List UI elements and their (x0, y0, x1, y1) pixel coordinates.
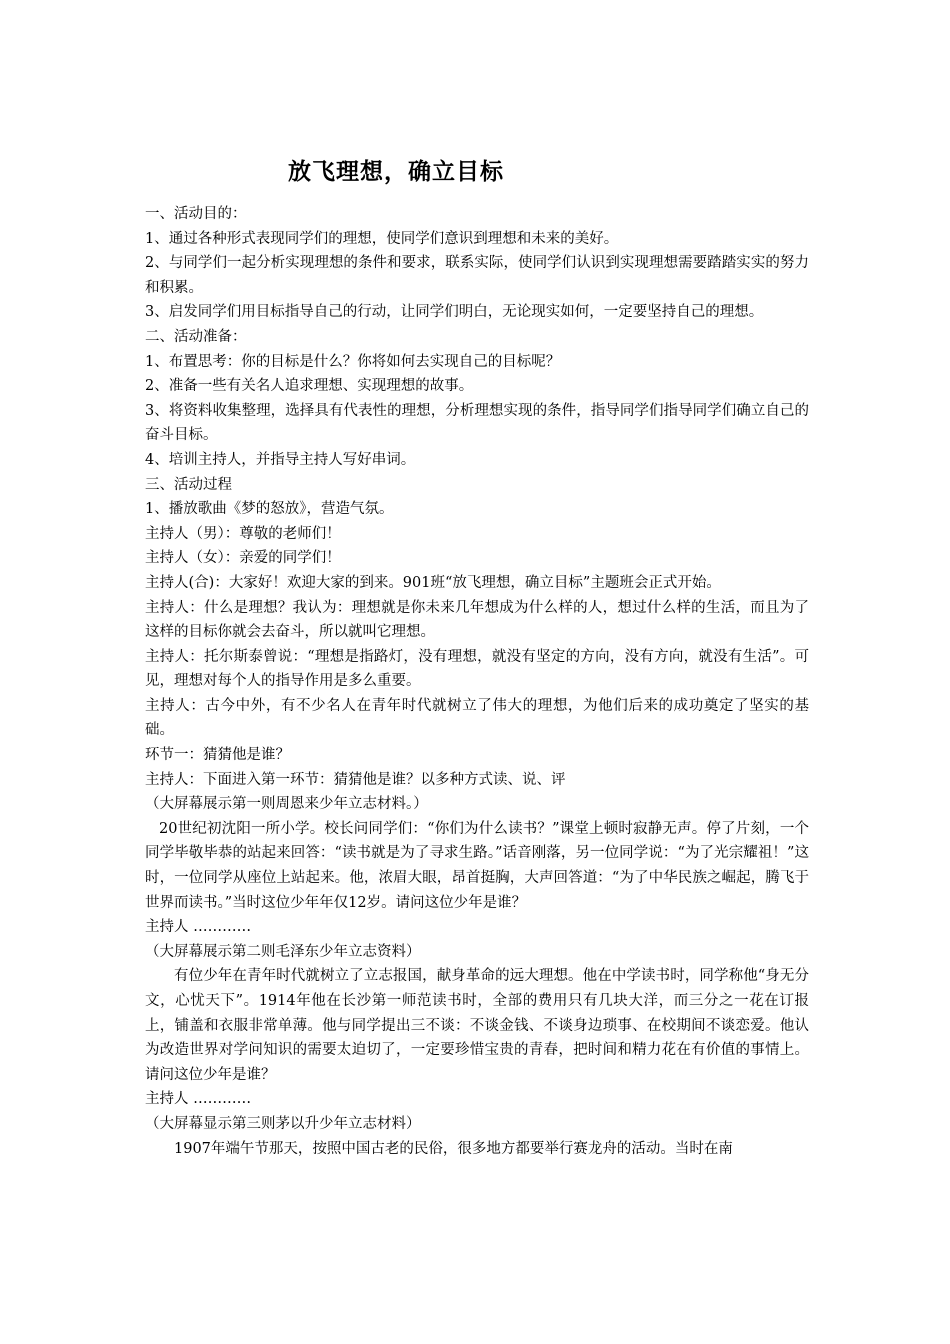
paragraph: 1、布置思考：你的目标是什么？你将如何去实现自己的目标呢？ (145, 353, 561, 370)
paragraph: （大屏幕显示第三则茅以升少年立志材料） (145, 1115, 421, 1132)
section-heading: 二、活动准备： (145, 328, 247, 345)
paragraph: 有位少年在青年时代就树立了立志报国，献身革命的远大理想。他在中学读书时，同学称他“身无分文，心忧天下”。1914年他在长沙第一师范读书时，全部的费用只有几块大洋，而三分之一花在订报上，铺盖和衣服非常单薄。他与同学提出三不谈：不谈金钱、不谈身边琐事、在校期间不谈恋爱。他认为改造世界对学问知识的需要太迫切了，一定要珍惜宝贵的青春，把时间和精力花在有价值的事情上。请问这位少年是谁？ (145, 968, 809, 1083)
paragraph: 环节一：猜猜他是谁？ (145, 747, 290, 764)
paragraph: （大屏幕展示第二则毛泽东少年立志资料） (145, 943, 421, 960)
paragraph: 1907年端午节那天，按照中国古老的民俗，很多地方都要举行赛龙舟的活动。当时在南 (174, 1140, 733, 1157)
paragraph: 2、准备一些有关名人追求理想、实现理想的故事。 (145, 378, 474, 395)
paragraph: 主持人(合)：大家好！欢迎大家的到来。901班“放飞理想，确立目标”主题班会正式开始。 (145, 574, 721, 591)
paragraph: 20世纪初沈阳一所小学。校长问同学们：“你们为什么读书？”课堂上顿时寂静无声。停了片刻，一个同学毕敬毕恭的站起来回答：“读书就是为了寻求生路。”话音刚落，另一位同学说：“为了光宗耀祖！”这时，一位同学从座位上站起来。他，浓眉大眼，昂首挺胸，大声回答道：“为了中华民族之崛起，腾飞于世界而读书。”当时这位少年年仅12岁。请问这位少年是谁？ (145, 820, 809, 911)
paragraph: 主持人 ………… (145, 919, 252, 936)
paragraph: 4、培训主持人，并指导主持人写好串词。 (145, 451, 416, 468)
paragraph: 1、播放歌曲《梦的怒放》，营造气氛。 (145, 501, 394, 518)
paragraph: （大屏幕展示第一则周恩来少年立志材料。） (145, 796, 428, 813)
paragraph: 主持人：什么是理想？我认为：理想就是你未来几年想成为什么样的人，想过什么样的生活，而且为了这样的目标你就会去奋斗，所以就叫它理想。 (145, 599, 809, 641)
document-body (145, 202, 809, 1161)
section-heading: 三、活动过程 (145, 476, 232, 493)
paragraph: 主持人 ………… (145, 1091, 252, 1108)
paragraph: 主持人：托尔斯泰曾说：“理想是指路灯，没有理想，就没有坚定的方向，没有方向，就没有生活”。可见，理想对每个人的指导作用是多么重要。 (145, 648, 809, 690)
paragraph: 3、启发同学们用目标指导自己的行动，让同学们明白，无论现实如何，一定要坚持自己的理想。 (145, 304, 764, 321)
section-heading: 一、活动目的： (145, 206, 247, 222)
paragraph: 主持人（男）：尊敬的老师们！ (145, 525, 341, 542)
paragraph: 3、将资料收集整理，选择具有代表性的理想，分析理想实现的条件，指导同学们指导同学们确立自己的奋斗目标。 (145, 402, 809, 444)
paragraph: 主持人：古今中外，有不少名人在青年时代就树立了伟大的理想，为他们后来的成功奠定了坚实的基础。 (145, 697, 809, 739)
paragraph: 1、通过各种形式表现同学们的理想，使同学们意识到理想和未来的美好。 (145, 230, 619, 247)
paragraph: 2、与同学们一起分析实现理想的条件和要求，联系实际，使同学们认识到实现理想需要踏踏实实的努力和积累。 (145, 255, 809, 296)
paragraph: 主持人：下面进入第一环节：猜猜他是谁？以多种方式读、说、评 (145, 771, 566, 788)
document-title: 放飞理想，确立目标 (288, 158, 504, 185)
paragraph: 主持人（女）：亲爱的同学们！ (145, 550, 341, 567)
